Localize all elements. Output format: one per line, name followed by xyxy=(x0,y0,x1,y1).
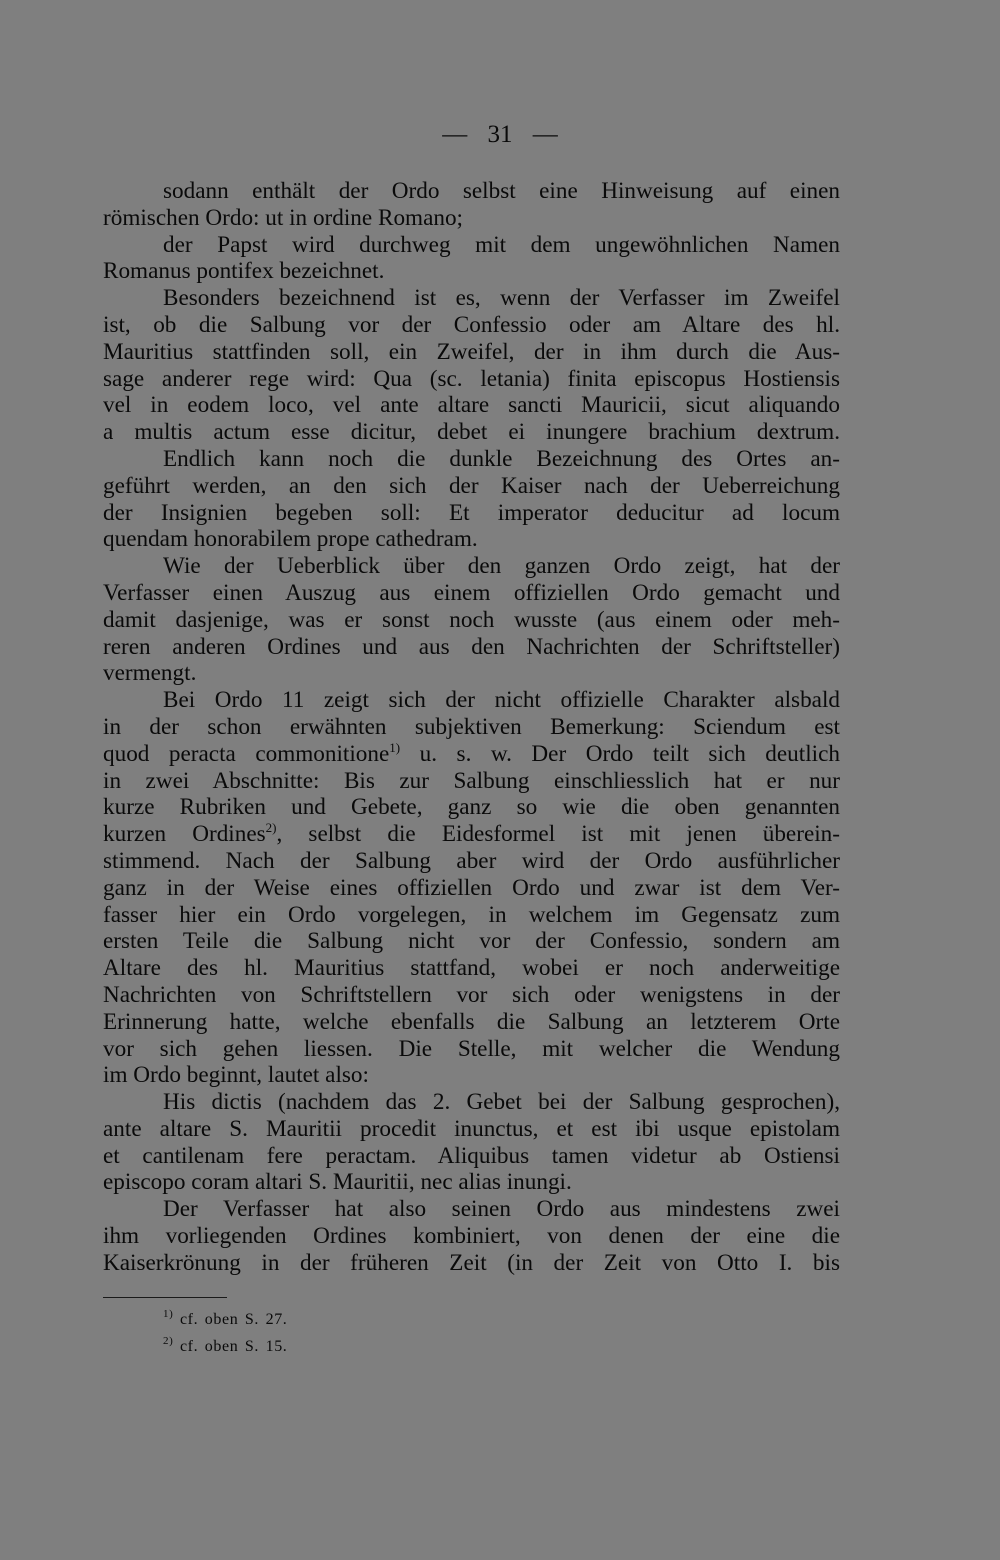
text-line: geführt werden, an den sich der Kaiser nach der Ueberreichung xyxy=(103,472,840,499)
text-line: ganz in der Weise eines offiziellen Ordo und zwar ist dem Ver- xyxy=(103,874,840,901)
text-line: Verfasser einen Auszug aus einem offiziellen Ordo gemacht und xyxy=(103,579,840,606)
text-line: stimmend. Nach der Salbung aber wird der Ordo ausführlicher xyxy=(103,847,840,874)
text-line: Kaiserkrönung in der früheren Zeit (in der Zeit von Otto I. bis xyxy=(103,1249,840,1276)
footnote-marker: 1) xyxy=(163,1308,174,1320)
text-line: vermengt. xyxy=(103,660,197,687)
line-text: quod peracta commonitione xyxy=(103,740,390,767)
footnote-reference: 2) xyxy=(265,820,277,836)
body-text xyxy=(103,178,840,1277)
text-line: Erinnerung hatte, welche ebenfalls die Salbung an letzterem Orte xyxy=(103,1008,840,1035)
text-line: fasser hier ein Ordo vorgelegen, in welchem im Gegensatz zum xyxy=(103,901,840,928)
footnote-marker: 2) xyxy=(163,1335,174,1347)
text-line: Mauritius stattfinden soll, ein Zweifel, der in ihm durch die Aus- xyxy=(103,338,840,365)
text-line: Wie der Ueberblick über den ganzen Ordo zeigt, hat der xyxy=(163,553,840,580)
footnote-divider xyxy=(103,1297,227,1298)
text-line: reren anderen Ordines und aus den Nachrichten der Schriftsteller) xyxy=(103,633,840,660)
page-number: — 31 — xyxy=(442,121,558,148)
text-line: ihm vorliegenden Ordines kombiniert, von denen der eine die xyxy=(103,1223,840,1250)
text-line: Romanus pontifex bezeichnet. xyxy=(103,258,385,285)
text-line: quendam honorabilem prope cathedram. xyxy=(103,526,478,553)
text-line: vor sich gehen liessen. Die Stelle, mit welcher die Wendung xyxy=(103,1035,840,1062)
text-line: Altare des hl. Mauritius stattfand, wobei er noch anderweitige xyxy=(103,955,840,982)
text-line: His dictis (nachdem das 2. Gebet bei der Salbung gesprochen), xyxy=(163,1089,840,1116)
text-line: ante altare S. Mauritii procedit inunctus, et est ibi usque epistolam xyxy=(103,1115,840,1142)
text-line: in zwei Abschnitte: Bis zur Salbung einschliesslich hat er nur xyxy=(103,767,840,794)
footnote xyxy=(163,1306,663,1333)
text-line: kurze Rubriken und Gebete, ganz so wie die oben genannten xyxy=(103,794,840,821)
text-line: ist, ob die Salbung vor der Confessio oder am Altare des hl. xyxy=(103,311,840,338)
line-text-continued: , selbst die Eidesformel ist mit jenen überein- xyxy=(276,821,840,848)
footnote xyxy=(163,1333,663,1360)
text-line xyxy=(103,741,840,768)
line-text: kurzen Ordines xyxy=(103,821,266,848)
text-line: im Ordo beginnt, lautet also: xyxy=(103,1062,369,1089)
text-line: römischen Ordo: ut in ordine Romano; xyxy=(103,204,463,231)
line-text-continued: u. s. w. Der Ordo teilt sich deutlich xyxy=(400,740,840,767)
text-line: vel in eodem loco, vel ante altare sancti Mauricii, sicut aliquando xyxy=(103,392,840,419)
text-line: episcopo coram altari S. Mauritii, nec alias inungi. xyxy=(103,1169,572,1196)
footnote-text: cf. oben S. 27. xyxy=(173,1311,288,1328)
text-line: ersten Teile die Salbung nicht vor der Confessio, sondern am xyxy=(103,928,840,955)
text-line: in der schon erwähnten subjektiven Bemerkung: Sciendum est xyxy=(103,713,840,740)
text-line: Besonders bezeichnend ist es, wenn der Verfasser im Zweifel xyxy=(163,285,840,312)
text-line: der Insignien begeben soll: Et imperator deducitur ad locum xyxy=(103,499,840,526)
text-line: Nachrichten von Schriftstellern vor sich oder wenigstens in der xyxy=(103,981,840,1008)
text-line xyxy=(103,821,840,848)
text-line: a multis actum esse dicitur, debet ei inungere brachium dextrum. xyxy=(103,419,840,446)
text-line: et cantilenam fere peractam. Aliquibus tamen videtur ab Ostiensi xyxy=(103,1142,840,1169)
footnotes xyxy=(163,1306,663,1360)
text-line: damit dasjenige, was er sonst noch wusste (aus einem oder meh- xyxy=(103,606,840,633)
footnote-reference: 1) xyxy=(389,739,401,755)
text-line: Bei Ordo 11 zeigt sich der nicht offizielle Charakter alsbald xyxy=(163,687,840,714)
text-line: Der Verfasser hat also seinen Ordo aus mindestens zwei xyxy=(163,1196,840,1223)
footnote-text: cf. oben S. 15. xyxy=(173,1338,288,1355)
text-line: sage anderer rege wird: Qua (sc. letania) finita episcopus Hostiensis xyxy=(103,365,840,392)
text-line: sodann enthält der Ordo selbst eine Hinweisung auf einen xyxy=(163,178,840,204)
text-line: der Papst wird durchweg mit dem ungewöhnlichen Namen xyxy=(163,231,840,258)
text-line: Endlich kann noch die dunkle Bezeichnung des Ortes an- xyxy=(163,445,840,472)
